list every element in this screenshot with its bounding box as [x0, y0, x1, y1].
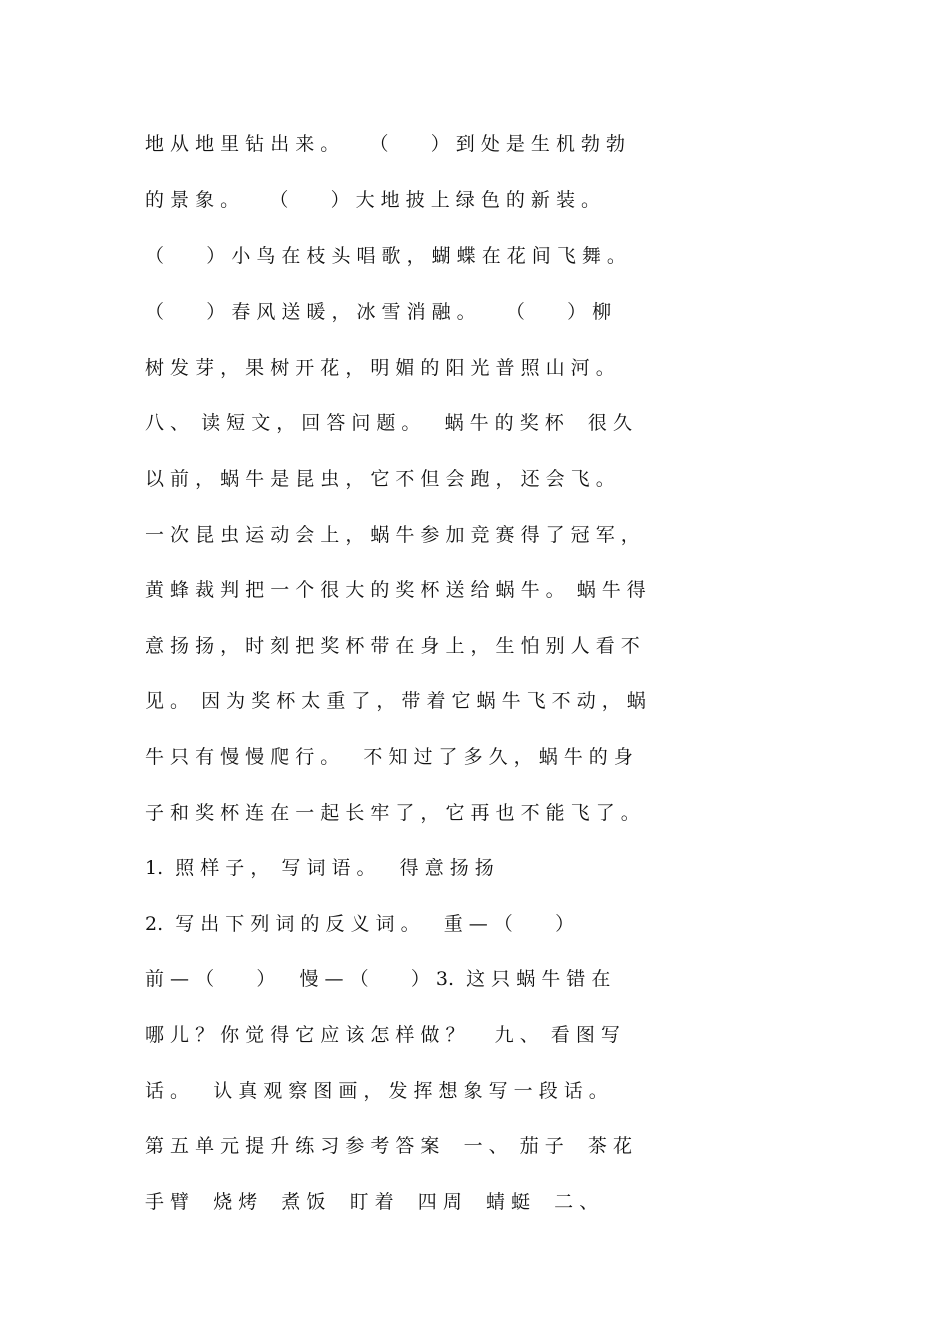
- text-line: 以 前 ， 蜗 牛 是 昆 虫 ， 它 不 但 会 跑 ， 还 会 飞 。: [145, 468, 615, 490]
- text-line: 牛 只 有 慢 慢 爬 行 。 不 知 过 了 多 久 ， 蜗 牛 的 身: [145, 746, 633, 768]
- text-line: 见 。 因 为 奖 杯 太 重 了 ， 带 着 它 蜗 牛 飞 不 动 ， 蜗: [145, 690, 646, 712]
- text-line: 一 次 昆 虫 运 动 会 上 ， 蜗 牛 参 加 竞 赛 得 了 冠 军 ，: [145, 524, 640, 546]
- text-line: 第 五 单 元 提 升 练 习 参 考 答 案 一 、 茄 子 茶 花: [145, 1135, 632, 1157]
- text-line: 话 。 认 真 观 察 图 画 ， 发 挥 想 象 写 一 段 话 。: [145, 1080, 608, 1102]
- text-line: （ ） 小 鸟 在 枝 头 唱 歌 ， 蝴 蝶 在 花 间 飞 舞 。: [145, 245, 626, 267]
- text-line: 八 、 读 短 文 ， 回 答 问 题 。 蜗 牛 的 奖 杯 很 久: [145, 412, 632, 434]
- text-line: 的 景 象 。 （ ） 大 地 披 上 绿 色 的 新 装 。: [145, 189, 600, 211]
- text-line: 意 扬 扬 ， 时 刻 把 奖 杯 带 在 身 上 ， 生 怕 别 人 看 不: [145, 635, 640, 657]
- text-line: 前 — （ ） 慢 — （ ） 3. 这 只 蜗 牛 错 在: [145, 968, 611, 990]
- text-line: （ ） 春 风 送 暖 ， 冰 雪 消 融 。 （ ） 柳: [145, 301, 612, 323]
- text-line: 哪 儿 ？ 你 觉 得 它 应 该 怎 样 做 ？ 九 、 看 图 写: [145, 1024, 620, 1046]
- text-line: 黄 蜂 裁 判 把 一 个 很 大 的 奖 杯 送 给 蜗 牛 。 蜗 牛 得: [145, 579, 646, 601]
- text-line: 树 发 芽 ， 果 树 开 花 ， 明 媚 的 阳 光 普 照 山 河 。: [145, 357, 615, 379]
- text-line: 手 臂 烧 烤 煮 饭 盯 着 四 周 蜻 蜓 二 、: [145, 1191, 599, 1213]
- text-line: 子 和 奖 杯 连 在 一 起 长 牢 了 ， 它 再 也 不 能 飞 了 。: [145, 802, 640, 824]
- text-line: 地 从 地 里 钻 出 来 。 （ ） 到 处 是 生 机 勃 勃: [145, 133, 626, 155]
- text-line: 1. 照 样 子 ， 写 词 语 。 得 意 扬 扬: [145, 857, 494, 879]
- text-line: 2. 写 出 下 列 词 的 反 义 词 。 重 — （ ）: [145, 913, 575, 935]
